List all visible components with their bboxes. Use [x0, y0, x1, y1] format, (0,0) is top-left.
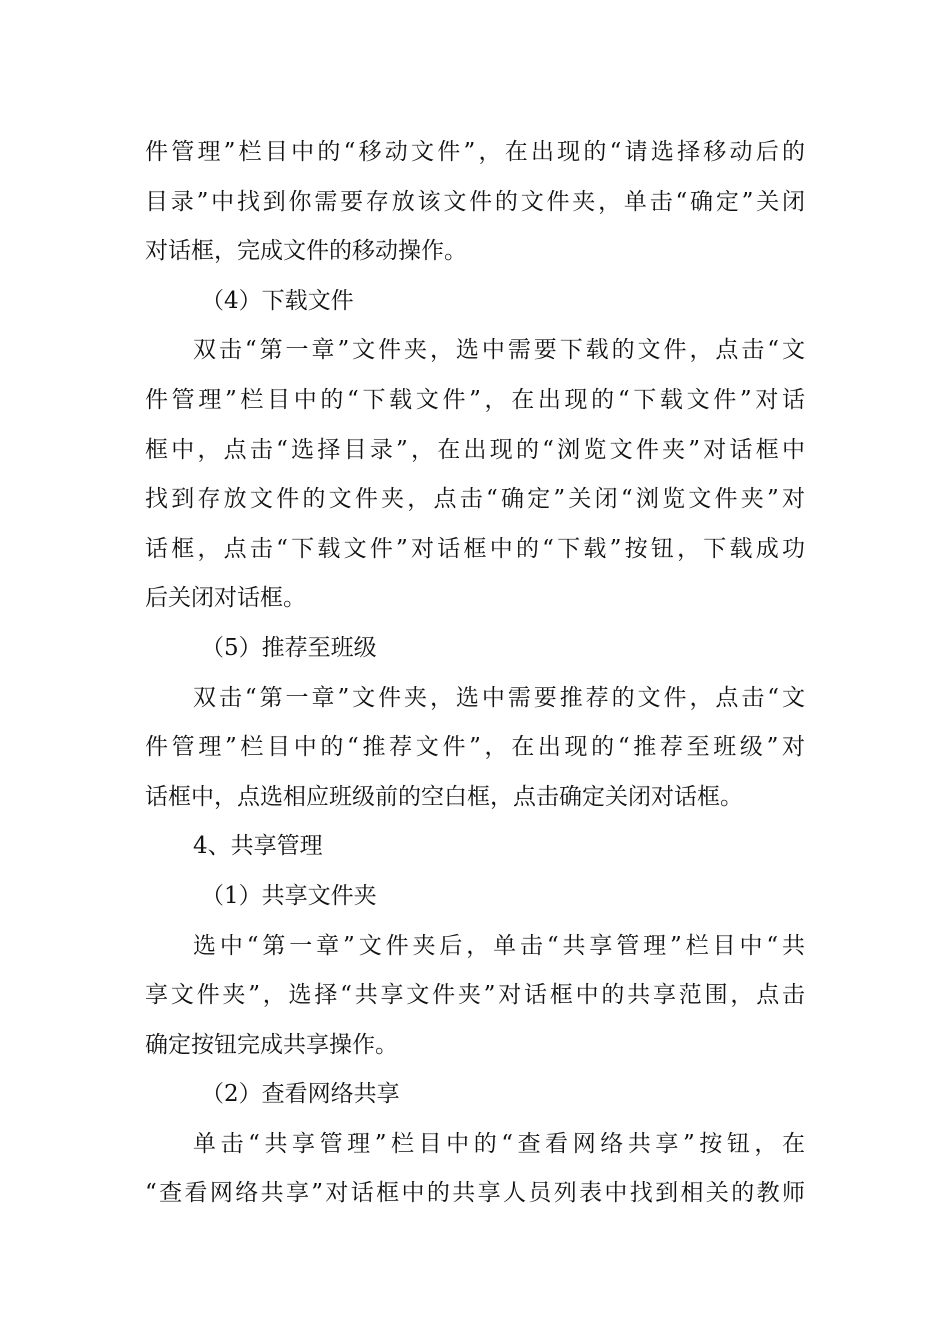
text-line: 件管理”栏目中的“下载文件”，在出现的“下载文件”对话 [145, 386, 805, 413]
text-line: 件管理”栏目中的“推荐文件”，在出现的“推荐至班级”对 [145, 734, 805, 761]
text-line: 找到存放文件的文件夹，点击“确定”关闭“浏览文件夹”对 [145, 486, 805, 513]
text-line: 单击“共享管理”栏目中的“查看网络共享”按钮，在 [193, 1130, 805, 1157]
text-line: “查看网络共享”对话框中的共享人员列表中找到相关的教师 [145, 1180, 805, 1207]
text-line: 目录”中找到你需要存放该文件的文件夹，单击“确定”关闭 [145, 188, 805, 215]
text-line: （2）查看网络共享 [201, 1081, 400, 1108]
text-line: 话框，点击“下载文件”对话框中的“下载”按钮，下载成功 [145, 535, 805, 562]
text-line: （5）推荐至班级 [201, 634, 377, 661]
text-line: 确定按钮完成共享操作。 [145, 1031, 398, 1058]
text-line: （1）共享文件夹 [201, 882, 377, 909]
text-line: 享文件夹”，选择“共享文件夹”对话框中的共享范围，点击 [145, 982, 805, 1009]
text-line: 框中，点击“选择目录”，在出现的“浏览文件夹”对话框中 [145, 436, 805, 463]
text-line: 件管理”栏目中的“移动文件”，在出现的“请选择移动后的 [145, 139, 805, 165]
text-line: 选中“第一章”文件夹后，单击“共享管理”栏目中“共 [193, 932, 805, 959]
text-line: 后关闭对话框。 [145, 585, 306, 612]
text-line: 4、共享管理 [193, 833, 323, 860]
text-line: 对话框，完成文件的移动操作。 [145, 238, 467, 265]
text-line: 话框中，点选相应班级前的空白框，点击确定关闭对话框。 [145, 783, 743, 810]
document-body [145, 128, 805, 1219]
text-line: 双击“第一章”文件夹，选中需要下载的文件，点击“文 [193, 337, 805, 364]
text-line: 双击“第一章”文件夹，选中需要推荐的文件，点击“文 [193, 684, 805, 711]
text-line: （4）下载文件 [201, 287, 354, 314]
